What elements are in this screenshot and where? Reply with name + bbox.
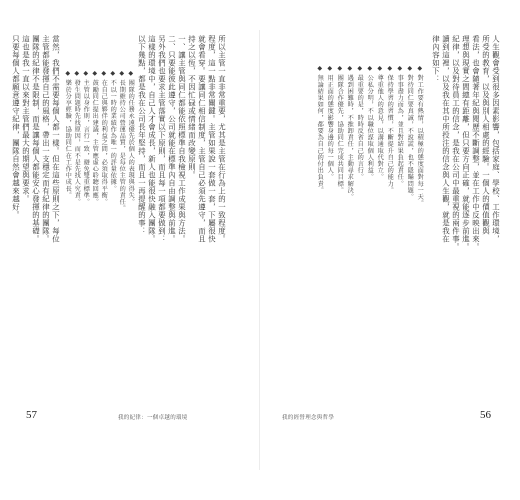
- left-body-column: 另外我們也要求主管落實以下原則，而且每一項都要做到：: [157, 35, 167, 243]
- left-bullet-item: ◆ 發生問題時先找原因，而不是先找人究責。: [73, 70, 81, 206]
- left-body-column: 一、讓主管與同仁都能依照標準自我檢視工作成果與方法。: [177, 35, 187, 243]
- left-bullet-item: ◆ 鼓勵同仁提出建議，主管應虛心聆聽回應。: [91, 70, 99, 206]
- running-head: 我的紀律：一個卓越的環境: [118, 415, 188, 421]
- left-body-column: 二、只要能彼此遵守，公司就能在標準內自由調整與前進。: [167, 35, 177, 243]
- left-body-column: 當然，我們不需要每個人都一樣。但在這些原則之下，每位: [51, 35, 61, 243]
- left-body-column: 以下幾點，都是我在公司長年堅持，而且一再提醒的事：: [137, 35, 147, 235]
- running-head: 我的經營理念與哲學: [282, 415, 335, 421]
- right-page: [260, 0, 520, 500]
- right-body-column: 人生觀會受到很多因素影響，包括家庭、學校、工作環境，: [491, 35, 501, 243]
- right-bullet-item: ◆ 尊重他人的意見，以溝通取代對立。: [376, 65, 384, 181]
- right-body-column: 理想與現實之間總有距離，但只要方向正確，就能逐步前進。: [461, 35, 471, 251]
- right-bullet-item: ◆ 事事盡力而為，並且對結果負起責任。: [396, 65, 404, 187]
- right-bullet-item: ◆ 對工作要有熱情，以積極的態度面對每一天。: [416, 65, 424, 207]
- right-body-column: 律內容如下：: [431, 35, 441, 83]
- left-bullet-item: ◆ 主管以身作則，言行一致，避免雙重標準。: [82, 70, 90, 206]
- right-body-column: 所受的教育，以及與別人相處的經驗。一個人的價值觀與: [481, 35, 491, 235]
- right-bullet-item: ◆ 用正面的態度影響身邊的每一個人。: [326, 65, 334, 181]
- left-body-column: 這樣的環境中，自己人才會成長，新人也能很快融入團隊。: [147, 35, 157, 243]
- page-number: 57: [26, 409, 37, 421]
- right-body-column: 讀到這裡，以及我在其中所投注的信念與人生觀，就是我在: [441, 35, 451, 243]
- right-bullet-item: ◆ 對待同仁要真誠，不說謊，也不隱瞞問題。: [406, 65, 414, 201]
- left-bullet-item: ◆ 樂於分享經驗，協助同仁在工作中成長。: [64, 70, 72, 199]
- left-body-column: 就會看穿。要讓同仁相信制度，主管自己必須先遵守，而且: [197, 35, 207, 243]
- right-bullet-item: ◆ 無論結果如何，都要為自己的付出負責。: [316, 65, 324, 194]
- right-body-column: 看法，也會隨著年紀與閱歷不斷調整，並在工作中反映出來。: [471, 35, 481, 251]
- right-body-column: 紀律，以及對待員工的信念，是我在公司中最重視的兩件事。: [451, 35, 461, 251]
- left-bullet-item: ◆ 在自己與夥伴的利益之間，必須取得平衡。: [100, 70, 108, 206]
- left-body-column: 團隊的紀律不是限制，而是讓每個人都能安心發揮的基礎。: [31, 35, 41, 243]
- left-body-column: 主管都能發揮自己的風格，帶出一支穩定而有紀律的團隊。: [41, 35, 51, 243]
- left-body-column: 這也是我一直以來對主管們最大的期望與要求。: [21, 35, 31, 203]
- left-body-column: 所以主管一直非常重要，尤其是主管在行為上的一致程度。: [217, 35, 227, 243]
- right-bullet-item: ◆ 遇到困難時，不推卸責任，主動尋求解決。: [346, 65, 354, 201]
- left-bullet-item: ◆ 長期維持公司營運品質，是每位主管的責任。: [118, 70, 126, 212]
- left-bullet-item: ◆ 團隊的任務永遠優先於個人的表現與得失。: [127, 70, 135, 206]
- left-body-column: 程度，這一點非常關鍵。主管如果說一套做一套，下屬很快: [207, 35, 217, 243]
- left-bullet-item: ◆ 不以一時的業績作為唯一的評量依據。: [109, 70, 117, 192]
- page-number: 56: [480, 409, 491, 421]
- right-bullet-item: ◆ 團隊合作優先，協助同仁完成共同目標。: [336, 65, 344, 194]
- right-bullet-item: ◆ 最重要的是，時時反省自己的言行。: [356, 65, 364, 181]
- right-bullet-item: ◆ 保持學習的習慣，不斷提升自己的能力。: [386, 65, 394, 194]
- left-body-column: 持之以恆，不因忙碌或情緒而改變原則。: [187, 35, 197, 179]
- left-body-column: 只要每個人都願意遵守紀律，團隊自然會越來越好。: [11, 35, 21, 219]
- right-bullet-item: ◆ 公私分明，不以職位謀取個人利益。: [366, 65, 374, 181]
